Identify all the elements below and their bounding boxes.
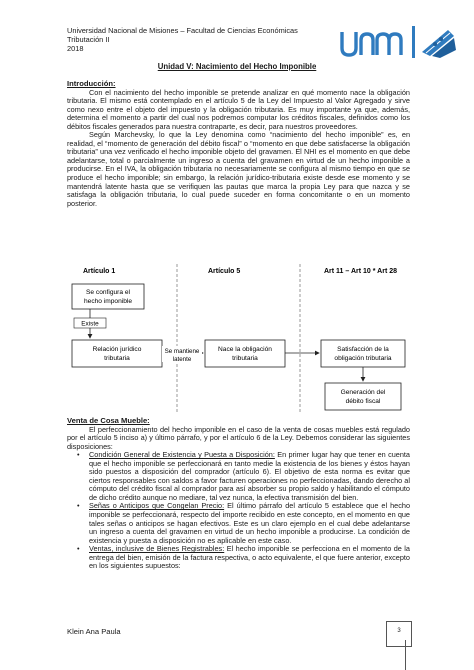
box-debito-line2: débito fiscal (345, 398, 381, 405)
venta-section (67, 417, 410, 571)
box-nace-line1: Nace la obligación (218, 346, 272, 353)
header-course: Tributación II (67, 35, 110, 44)
box-hecho-imponible (72, 284, 144, 309)
footer-author: Klein Ana Paula (67, 627, 121, 636)
label-existe: Existe (81, 320, 99, 328)
list-item (89, 502, 410, 545)
list-item-text: En primer lugar hay que tener en cuenta que el hecho imponible se perfeccionará en tanto medie la existencia de los bienes y éstos hayan sido puestos a disposición del comprador (artículo 6). El objetivo de esta norma es evitar que ciertos responsables con saldos a favor facturen operaciones no perfeccionadas, dando derecho al cómputo del crédito fiscal al comprador para así absorber su propio saldo y habilitando el cómputo de dicho crédito aunque no mediare, tal vez nunca, la efectiva transmisión del bien. (89, 450, 410, 502)
box-satisfaccion (321, 340, 405, 367)
intro-section (67, 80, 410, 208)
list-item-title: Condición General de Existencia y Puesta a Disposición: (89, 450, 275, 460)
venta-paragraph: El perfeccionamiento del hecho imponible en el caso de la venta de cosas muebles está regulado por el artículo 5 inciso a) y último párrafo, y por el artículo 6 de la Ley. Debemos considerar las siguientes disposiciones: (67, 424, 410, 451)
box-hecho-imponible-line2: hecho imponible (83, 298, 133, 305)
intro-paragraph-1: Con el nacimiento del hecho imponible se pretende analizar en qué momento nace la obligación tributaria. El mismo está contemplado en el artículo 5 de la Ley del Impuesto al Valor Agregado y sirve como nexo entre el objeto del impuesto y la obligación tributaria. Es muy importante ya que, además, determina el momento a partir del cual nos podremos computar los créditos fiscales, definidos como los débitos fiscales generados para nuestra contraparte, es decir, para nuestros proveedores. (67, 87, 410, 131)
list-item (89, 451, 410, 502)
label-latente-line2: latente (172, 356, 192, 363)
document-title: Unidad V: Nacimiento del Hecho Imponible (157, 62, 317, 71)
list-item-text: El hecho imponible se perfecciona en el momento de la entrega del bien, emisión de la factura respectiva, o acto equivalente, el que fuere anterior, excepto en los siguientes supuestos: (89, 544, 410, 571)
box-satisfaccion-line1: Satisfacción de la (337, 346, 389, 353)
box-debito-line1: Generación del (340, 389, 386, 396)
intro-paragraph-2: Según Marchevsky, lo que la Ley denomina como “nacimiento del hecho imponible” es, en realidad, el “momento de generación del débito fiscal” o “momento en que debe satisfacerse la obligación tributaria” una vez verificado el hecho imponible objeto del gravamen. El NHI es el momento en que debe adelantarse, total o parcialmente un ingreso a cuenta del gravamen en virtud de un hecho imponible a producirse. En el IVA, la obligación tributaria no necesariamente se configura al mismo tiempo en que se produce el hecho imponible; sin embargo, la relación jurídico-tributaria existe desde ese momento y se mantendrá latente hasta que se verifiquen las pautas que marca la propia Ley para que nazca y se satisfaga la obligación tributaria, lo cual puede suceder en forma concomitante o en un momento posterior. (67, 130, 410, 208)
page-number: 3 (386, 621, 412, 647)
header-university: Universidad Nacional de Misiones – Facultad de Ciencias Económicas (67, 26, 298, 35)
column-title-articles-11-10-28: Art 11 – Art 10 * Art 28 (324, 268, 398, 275)
box-nace-obligacion (205, 340, 285, 367)
box-nace-line2: tributaria (232, 355, 258, 362)
list-item-title: Señas o Anticipos que Congelan Precio: (89, 501, 225, 511)
header-year: 2018 (67, 44, 84, 53)
list-item (89, 545, 410, 571)
venta-list (67, 451, 410, 571)
column-title-article-1: Artículo 1 (83, 268, 116, 275)
box-satisfaccion-line2: obligación tributaria (334, 355, 392, 362)
box-relacion-line1: Relación jurídico (92, 346, 142, 353)
page-header (67, 26, 298, 53)
venta-heading: Venta de Cosa Mueble: (67, 416, 150, 425)
flow-diagram (60, 264, 415, 414)
box-relacion-juridico-tributaria (72, 340, 162, 367)
box-debito-fiscal (325, 383, 401, 410)
intro-heading: Introducción: (67, 79, 116, 88)
label-latente-line1: Se mantiene (164, 348, 200, 355)
box-hecho-imponible-line1: Se configura el (86, 289, 130, 296)
column-title-article-5: Artículo 5 (208, 268, 241, 275)
list-item-title: Ventas, inclusive de Bienes Registrables: (89, 544, 225, 554)
university-logo (336, 22, 460, 62)
box-relacion-line2: tributaria (104, 355, 130, 362)
list-item-text: El último párrafo del artículo 5 establece que el hecho imponible se perfeccionará, respecto del importe recibido en este concepto, en el momento en que tales señas o anticipos se hagan efectivos. Este es un claro ejemplo en el cual debe adelantarse un ingreso a cuenta del gravamen en virtud de un hecho imponible a producirse. La condición de existencia y puesta a disposición no es aplicable en este caso. (89, 501, 411, 545)
footer-rule (405, 640, 406, 670)
